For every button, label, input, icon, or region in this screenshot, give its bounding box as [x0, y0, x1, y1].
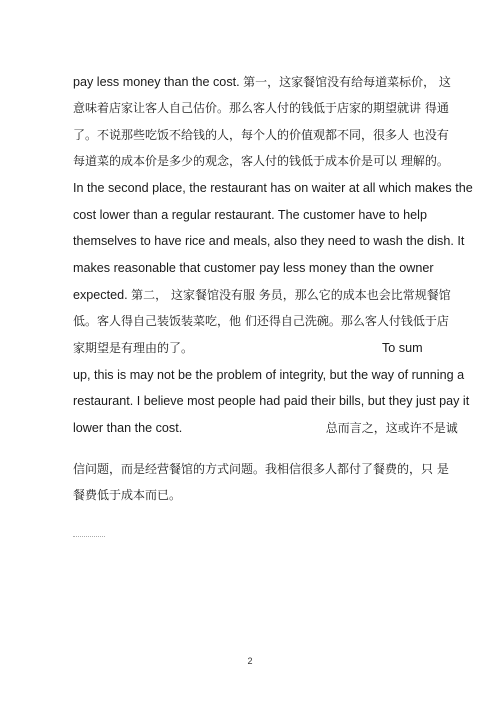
english-text-segment: To sum [381, 341, 423, 355]
english-text-segment: themselves to have rice and meals, also they need to wash the dish. It [73, 234, 465, 248]
text-spacing [193, 341, 382, 355]
chinese-text-segment: 了。不说那些吃饭不给钱的人，每个人的价值观都不同，很多人 也没有 [73, 128, 449, 142]
english-text-segment: cost lower than a regular restaurant. The customer have to help [73, 208, 427, 222]
text-line [73, 420, 458, 436]
english-text-segment: pay less money than the cost. [73, 75, 244, 89]
text-line [73, 287, 451, 303]
chinese-text-segment: 第一，这家餐馆没有给每道菜标价， 这 [243, 75, 451, 89]
text-line [73, 127, 449, 143]
text-line [73, 461, 449, 477]
text-line [73, 207, 427, 223]
text-line [73, 74, 451, 90]
text-line [73, 180, 473, 196]
text-line [73, 100, 449, 116]
text-line [73, 393, 469, 409]
chinese-text-segment: 餐费低于成本而已。 [73, 488, 182, 502]
text-line [73, 233, 464, 249]
chinese-text-segment: 第二， 这家餐馆没有服 务员，那么它的成本也会比常规餐馆 [131, 288, 451, 302]
chinese-text-segment: 每道菜的成本价是多少的观念，客人付的钱低于成本价是可以 理解的。 [73, 154, 449, 168]
text-line [73, 153, 449, 169]
chinese-text-segment: 意味着店家让客人自己估价。那么客人付的钱低于店家的期望就讲 得通 [73, 101, 449, 115]
english-text-segment: up, this is may not be the problem of integrity, but the way of running a [73, 368, 465, 382]
text-line [73, 340, 423, 356]
text-line [73, 260, 434, 276]
text-line [73, 487, 181, 503]
text-line [73, 367, 464, 383]
chinese-text-segment: 总而言之，这或许不是诚 [325, 421, 458, 435]
page-number: 2 [247, 656, 253, 666]
text-spacing [182, 421, 325, 435]
english-text-segment: expected. [73, 288, 132, 302]
text-line [73, 313, 449, 329]
english-text-segment: In the second place, the restaurant has on waiter at all which makes the [73, 181, 473, 195]
english-text-segment: restaurant. I believe most people had paid their bills, but they just pay it [73, 394, 470, 408]
english-text-segment: makes reasonable that customer pay less money than the owner [73, 261, 434, 275]
chinese-text-segment: 低。客人得自己装饭装菜吃，他 们还得自己洗碗。那么客人付钱低于店 [73, 314, 449, 328]
chinese-text-segment: 信问题，而是经营餐馆的方式问题。我相信很多人都付了餐费的，只 是 [73, 462, 449, 476]
chinese-text-segment: 家期望是有理由的了。 [73, 341, 194, 355]
dotted-separator [73, 536, 105, 537]
english-text-segment: lower than the cost. [73, 421, 183, 435]
